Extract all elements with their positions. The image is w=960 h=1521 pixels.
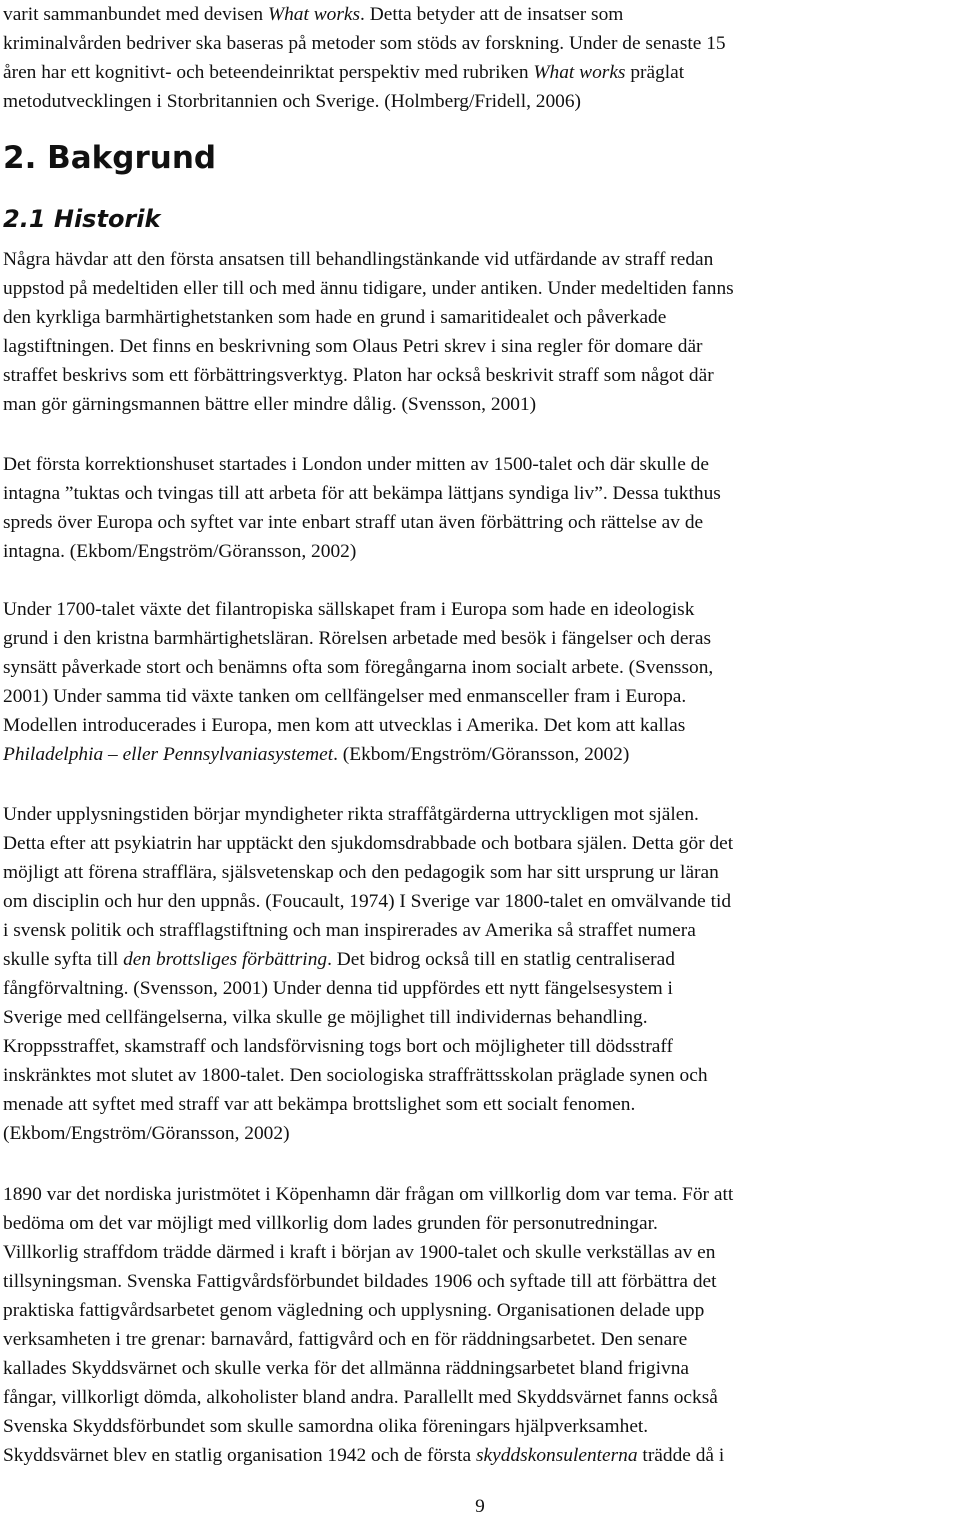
p5-line: verksamheten i tre grenar: barnavård, fattigvård och en för räddningsarbetet. Den senare — [3, 1329, 688, 1350]
paragraph-1 — [3, 245, 958, 419]
p3-line: grund i den kristna barmhärtighetsläran. Rörelsen arbetade med besök i fängelser och deras — [3, 628, 712, 649]
p1-line: den kyrkliga barmhärtighetstanken som hade en grund i samaritidealet och påverkade — [3, 307, 667, 328]
p4-line: menade att syftet med straff var att bekämpa brottslighet som ett socialt fenomen. — [3, 1094, 636, 1115]
intro-line-1: varit sammanbundet med devisen What works. Detta betyder att de insatser som — [3, 4, 624, 25]
p4-line: (Ekbom/Engström/Göransson, 2002) — [3, 1123, 290, 1144]
paragraph-4 — [3, 800, 958, 1148]
p2-line: spreds över Europa och syftet var inte enbart straff utan även förbättring och rättelse av de — [3, 512, 704, 533]
intro-line-2: kriminalvården bedriver ska baseras på metoder som stöds av forskning. Under de senaste 15 — [3, 33, 726, 54]
p3-line: synsätt påverkade stort och benämns ofta som föregångarna inom socialt arbete. (Svensson, — [3, 657, 714, 678]
p5-line: praktiska fattigvårdsarbetet genom vägledning och upplysning. Organisationen delade upp — [3, 1300, 705, 1321]
p4-line: Sverige med cellfängelserna, vilka skulle ge möjlighet till individernas behandling. — [3, 1007, 648, 1028]
paragraph-5 — [3, 1180, 958, 1470]
intro-line-4: metodutvecklingen i Storbritannien och Sverige. (Holmberg/Fridell, 2006) — [3, 91, 582, 112]
p1-line: lagstiftningen. Det finns en beskrivning som Olaus Petri skrev i sina regler för domare där — [3, 336, 703, 357]
p2-line: intagna ”tuktas och tvingas till att arbeta för att bekämpa lättjans syndiga liv”. Dessa tukthus — [3, 483, 721, 504]
p5-line: fångar, villkorligt dömda, alkoholister bland andra. Parallellt med Skyddsvärnet fanns också — [3, 1387, 718, 1408]
p4-line: skulle syfta till den brottsliges förbättring. Det bidrog också till en statlig centraliserad — [3, 949, 675, 970]
p2-line: intagna. (Ekbom/Engström/Göransson, 2002) — [3, 541, 357, 562]
p4-line: om disciplin och hur den uppnås. (Foucault, 1974) I Sverige var 1800-talet en omvälvande tid — [3, 891, 732, 912]
p4-line: Kroppsstraffet, skamstraff och landsförvisning togs bort och möjligheter till dödsstraff — [3, 1036, 673, 1057]
p3-line: Modellen introducerades i Europa, men kom att utvecklas i Amerika. Det kom att kallas — [3, 715, 686, 736]
p1-line: man gör gärningsmannen bättre eller mindre dålig. (Svensson, 2001) — [3, 394, 537, 415]
p4-line: fångförvaltning. (Svensson, 2001) Under denna tid uppfördes ett nytt fängelsesystem i — [3, 978, 673, 999]
p5-line: Villkorlig straffdom trädde därmed i kraft i början av 1900-talet och skulle verkställas av en — [3, 1242, 716, 1263]
p3-line: Philadelphia – eller Pennsylvaniasystemet. (Ekbom/Engström/Göransson, 2002) — [3, 744, 630, 765]
p3-line: 2001) Under samma tid växte tanken om cellfängelser med enmansceller fram i Europa. — [3, 686, 687, 707]
p1-line: Några hävdar att den första ansatsen till behandlingstänkande vid utfärdande av straff redan — [3, 249, 714, 270]
p1-line: straffet beskrivs som ett förbättringsverktyg. Platon har också beskrivit straff som något där — [3, 365, 714, 386]
paragraph-2 — [3, 450, 958, 566]
intro-line-3: åren har ett kognitivt- och beteendeinriktat perspektiv med rubriken What works präglat — [3, 62, 685, 83]
p4-line: möjligt att förena strafflära, själsvetenskap och den pedagogik som har sitt ursprung ur läran — [3, 862, 719, 883]
p5-line: kallades Skyddsvärnet och skulle verka för det allmänna räddningsarbetet bland frigivna — [3, 1358, 689, 1379]
p4-line: i svensk politik och strafflagstiftning och man inspirerades av Amerika så straffet numera — [3, 920, 696, 941]
p3-line: Under 1700-talet växte det filantropiska sällskapet fram i Europa som hade en ideologisk — [3, 599, 695, 620]
p4-line: inskränktes mot slutet av 1800-talet. Den sociologiska straffrättsskolan präglade synen och — [3, 1065, 708, 1086]
page-number: 9 — [475, 1496, 485, 1517]
intro-paragraph — [3, 0, 958, 116]
p5-line: bedöma om det var möjligt med villkorlig dom lades grunden för personutredningar. — [3, 1213, 658, 1234]
p5-line: tillsyningsman. Svenska Fattigvårdsförbundet bildades 1906 och syftade till att förbättra det — [3, 1271, 717, 1292]
p5-line: Svenska Skyddsförbundet som skulle samordna olika föreningars hjälpverksamhet. — [3, 1416, 649, 1437]
paragraph-3 — [3, 595, 958, 769]
p4-line: Detta efter att psykiatrin har upptäckt den sjukdomsdrabbade och botbara själen. Detta gör det — [3, 833, 734, 854]
subsection-heading-historik: 2.1 Historik — [3, 205, 161, 233]
p5-line: Skyddsvärnet blev en statlig organisation 1942 och de första skyddskonsulenterna trädde då i — [3, 1445, 725, 1466]
p1-line: uppstod på medeltiden eller till och med ännu tidigare, under antiken. Under medeltiden fanns — [3, 278, 734, 299]
p4-line: Under upplysningstiden börjar myndigheter rikta straffåtgärderna uttryckligen mot själen. — [3, 804, 699, 825]
section-heading-bakgrund: 2. Bakgrund — [3, 140, 217, 176]
p2-line: Det första korrektionshuset startades i London under mitten av 1500-talet och där skulle de — [3, 454, 709, 475]
p5-line: 1890 var det nordiska juristmötet i Köpenhamn där frågan om villkorlig dom var tema. För att — [3, 1184, 734, 1205]
